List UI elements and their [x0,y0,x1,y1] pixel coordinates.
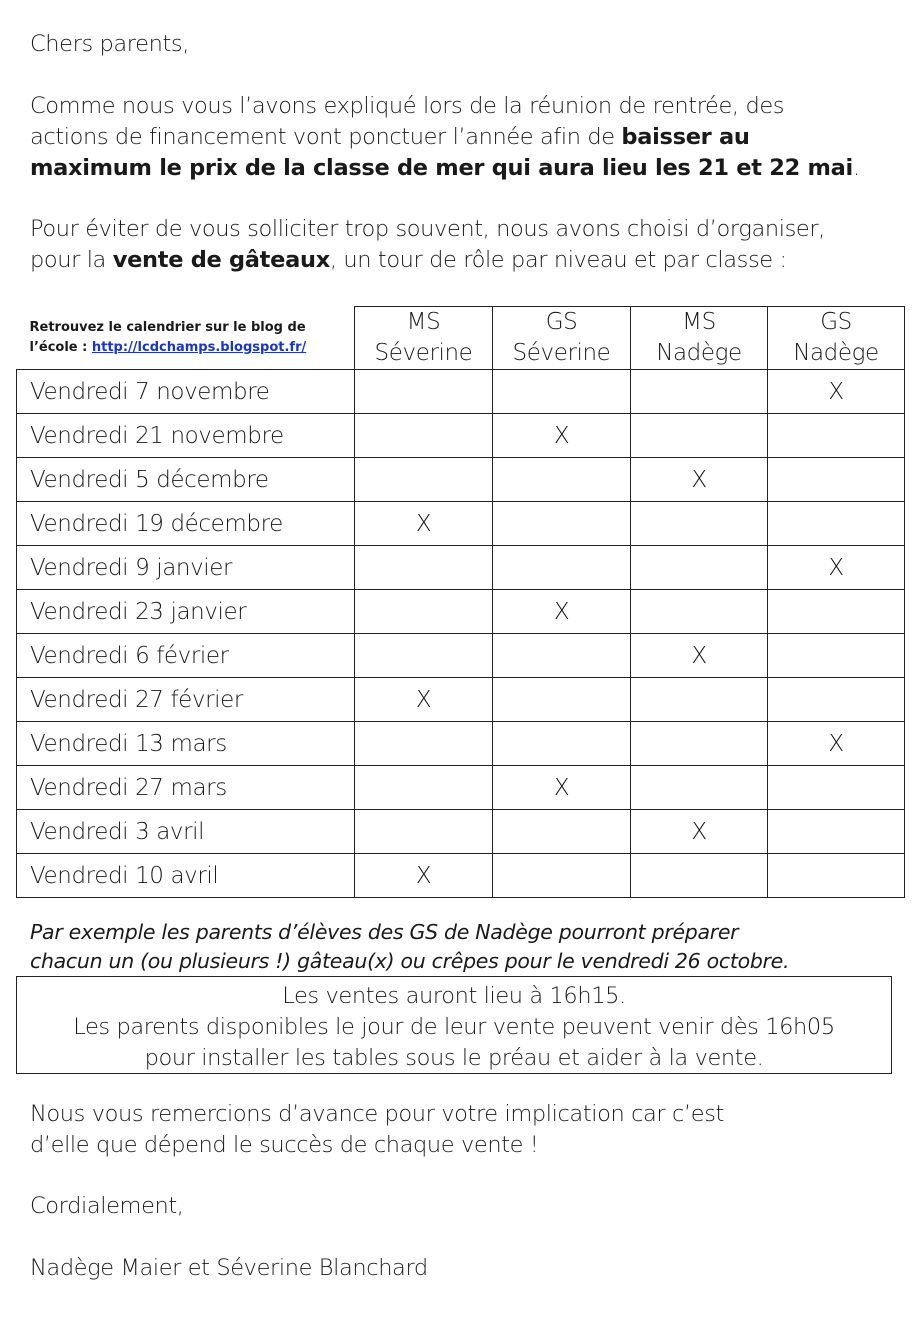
assignment-mark: X [355,678,493,722]
blog-note [17,307,355,370]
date-cell: Vendredi 7 novembre [17,370,355,414]
sales-info-box [16,976,892,1074]
empty-cell [355,458,493,502]
blog-note-text: Retrouvez le calendrier sur le blog de [29,319,306,335]
empty-cell [631,414,768,458]
intro-bold-2: maximum le prix de la classe de mer qui aura lieu les 21 et 22 mai [30,155,853,181]
date-cell: Vendredi 27 février [17,678,355,722]
intro-paragraph [30,91,860,184]
sales-time: Les ventes auront lieu à 16h15. [282,983,626,1009]
assignment-mark: X [768,546,905,590]
intro-line-2: actions de financement vont ponctuer l’année afin de [30,124,622,150]
empty-cell [493,370,631,414]
assignment-mark: X [631,634,768,678]
sales-help-line-2: pour installer les tables sous le préau et aider à la vente. [144,1045,764,1071]
empty-cell [768,502,905,546]
empty-cell [768,458,905,502]
empty-cell [355,414,493,458]
date-cell: Vendredi 23 janvier [17,590,355,634]
date-cell: Vendredi 21 novembre [17,414,355,458]
empty-cell [493,546,631,590]
rotation-line-2-start: pour la [30,247,113,273]
empty-cell [631,766,768,810]
salutation: Cordialement, [30,1193,184,1219]
column-header: GS Séverine [493,307,631,370]
rotation-line-2-end: , un tour de rôle par niveau et par classe : [329,247,787,273]
table-row [17,414,905,458]
empty-cell [768,854,905,898]
intro-bold-1: baisser au [621,124,750,150]
empty-cell [355,722,493,766]
empty-cell [493,722,631,766]
table-row [17,678,905,722]
example-line-1: Par exemple les parents d’élèves des GS de Nadège pourront préparer [30,919,739,944]
table-header-row [17,307,905,370]
empty-cell [768,414,905,458]
table-row [17,854,905,898]
empty-cell [631,502,768,546]
blog-note-prefix: l’école : [29,339,92,355]
date-cell: Vendredi 13 mars [17,722,355,766]
empty-cell [631,854,768,898]
table-row [17,458,905,502]
date-cell: Vendredi 3 avril [17,810,355,854]
empty-cell [768,590,905,634]
column-header: MS Séverine [355,307,493,370]
greeting: Chers parents, [30,31,189,57]
empty-cell [355,634,493,678]
empty-cell [493,854,631,898]
date-cell: Vendredi 19 décembre [17,502,355,546]
column-header: MS Nadège [631,307,768,370]
empty-cell [355,810,493,854]
assignment-mark: X [493,414,631,458]
table-row [17,766,905,810]
intro-line-1: Comme nous vous l’avons expliqué lors de la réunion de rentrée, des [30,93,785,119]
sales-help-line-1: Les parents disponibles le jour de leur vente peuvent venir dès 16h05 [73,1014,835,1040]
table-row [17,502,905,546]
empty-cell [631,678,768,722]
assignment-mark: X [493,590,631,634]
empty-cell [493,810,631,854]
rotation-line-1: Pour éviter de vous solliciter trop souvent, nous avons choisi d’organiser, [30,216,825,242]
assignment-mark: X [355,502,493,546]
table-row [17,546,905,590]
rotation-bold: vente de gâteaux [112,247,330,273]
assignment-mark: X [768,370,905,414]
empty-cell [355,590,493,634]
assignment-mark: X [631,458,768,502]
signature: Nadège Maier et Séverine Blanchard [30,1255,428,1281]
blog-link[interactable]: http://lcdchamps.blogspot.fr/ [91,339,307,355]
date-cell: Vendredi 10 avril [17,854,355,898]
table-row [17,722,905,766]
schedule-table [16,306,905,898]
example-note [30,918,789,976]
empty-cell [493,502,631,546]
empty-cell [493,634,631,678]
empty-cell [631,590,768,634]
intro-end: . [852,155,860,181]
empty-cell [493,678,631,722]
date-cell: Vendredi 6 février [17,634,355,678]
thanks-line-2: d’elle que dépend le succès de chaque vente ! [30,1132,539,1158]
empty-cell [768,634,905,678]
thanks-line-1: Nous vous remercions d’avance pour votre implication car c’est [30,1101,724,1127]
table-row [17,370,905,414]
empty-cell [355,766,493,810]
date-cell: Vendredi 5 décembre [17,458,355,502]
empty-cell [493,458,631,502]
empty-cell [355,546,493,590]
empty-cell [631,546,768,590]
thanks-paragraph [30,1099,724,1161]
date-cell: Vendredi 9 janvier [17,546,355,590]
example-line-2: chacun un (ou plusieurs !) gâteau(x) ou crêpes pour le vendredi 26 octobre. [30,948,790,973]
assignment-mark: X [631,810,768,854]
table-row [17,810,905,854]
empty-cell [631,722,768,766]
empty-cell [768,678,905,722]
table-row [17,634,905,678]
rotation-paragraph [30,214,825,276]
column-header: GS Nadège [768,307,905,370]
table-row [17,590,905,634]
date-cell: Vendredi 27 mars [17,766,355,810]
empty-cell [355,370,493,414]
empty-cell [768,766,905,810]
empty-cell [768,810,905,854]
empty-cell [631,370,768,414]
assignment-mark: X [493,766,631,810]
assignment-mark: X [768,722,905,766]
assignment-mark: X [355,854,493,898]
